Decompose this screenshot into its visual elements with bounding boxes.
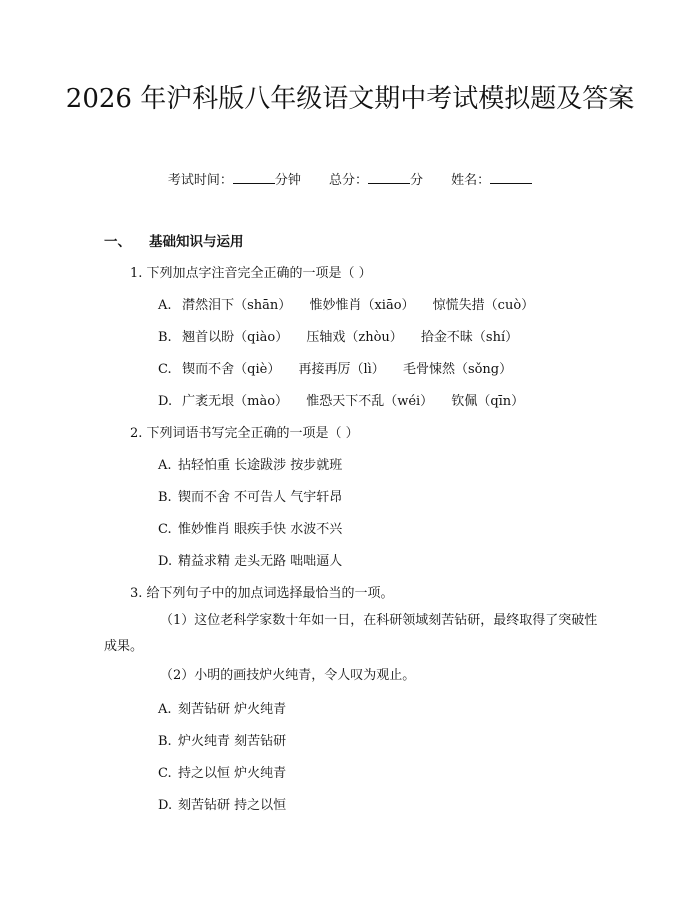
- option-label: B.: [158, 330, 172, 345]
- exam-time-field: [168, 173, 301, 188]
- option-label: D.: [158, 394, 173, 409]
- time-blank: [233, 171, 275, 184]
- name-field: [451, 173, 532, 188]
- option-label: C.: [158, 522, 172, 537]
- option-text: 惟妙惟肖 眼疾手快 水波不兴: [178, 522, 343, 537]
- total-score-field: [329, 173, 423, 188]
- question-2-option-b: [158, 486, 342, 505]
- option-text: 炉火纯青 刻苦钻研: [178, 734, 287, 749]
- option-item: 拾金不昧（shí）: [420, 330, 519, 345]
- option-label: B.: [158, 490, 172, 505]
- option-text: 锲而不舍 不可告人 气宇轩昂: [178, 490, 343, 505]
- question-2-stem: 2. 下列词语书写完全正确的一项是（ ）: [130, 426, 359, 441]
- option-text: 精益求精 走头无路 咄咄逼人: [178, 554, 343, 569]
- question-2-option-d: [158, 550, 342, 569]
- question-3-option-a: [158, 698, 286, 717]
- time-label: 考试时间：: [167, 173, 233, 188]
- question-2-option-a: [158, 454, 342, 473]
- option-label: A.: [158, 298, 172, 313]
- question-3-option-d: [158, 794, 286, 813]
- score-blank: [368, 171, 410, 184]
- question-1-stem: 1. 下列加点字注音完全正确的一项是（ ）: [130, 266, 372, 281]
- question-2-option-c: [158, 518, 342, 537]
- option-label: D.: [158, 554, 173, 569]
- option-item: 再接再厉（lì）: [298, 362, 385, 377]
- option-item: 惟恐天下不乱（wéi）: [306, 394, 434, 409]
- option-item: 潸然泪下（shān）: [182, 298, 292, 313]
- sentence-text: （1）这位老科学家数十年如一日，在科研领域刻苦钻研，最终取得了突破性成果。: [104, 613, 598, 654]
- option-label: B.: [158, 734, 172, 749]
- question-3-option-b: [158, 730, 286, 749]
- section-number: 一、: [104, 234, 131, 250]
- score-unit: 分: [410, 173, 424, 188]
- option-item: 锲而不舍（qiè）: [182, 362, 281, 377]
- option-text: 持之以恒 炉火纯青: [178, 766, 287, 781]
- section-title: 基础知识与运用: [149, 234, 244, 250]
- question-1-option-d: [158, 390, 538, 409]
- option-text: 刻苦钻研 炉火纯青: [178, 702, 287, 717]
- option-item: 惟妙惟肖（xiāo）: [309, 298, 415, 313]
- question-1-option-a: [158, 294, 548, 313]
- time-unit: 分钟: [274, 173, 301, 188]
- option-item: 惊慌失措（cuò）: [432, 298, 535, 313]
- question-1-option-c: [158, 358, 526, 377]
- score-label: 总分：: [328, 173, 368, 188]
- name-blank: [490, 171, 532, 184]
- option-item: 广袤无垠（mào）: [182, 394, 289, 409]
- section-heading: [104, 230, 244, 250]
- option-label: C.: [158, 766, 172, 781]
- question-3-sentence-2: （2）小明的画技炉火纯青，令人叹为观止。: [160, 668, 416, 683]
- exam-info-line: [0, 169, 700, 188]
- option-label: A.: [158, 702, 172, 717]
- option-item: 毛骨悚然（sǒng）: [402, 362, 513, 377]
- question-3-option-c: [158, 762, 286, 781]
- page-title: 2026 年沪科版八年级语文期中考试模拟题及答案: [65, 84, 635, 114]
- option-label: A.: [158, 458, 172, 473]
- option-label: D.: [158, 798, 173, 813]
- option-item: 钦佩（qīn）: [451, 394, 525, 409]
- option-text: 刻苦钻研 持之以恒: [178, 798, 287, 813]
- question-3-stem: 3. 给下列句子中的加点词选择最恰当的一项。: [130, 586, 394, 601]
- option-label: C.: [158, 362, 172, 377]
- option-item: 压轴戏（zhòu）: [306, 330, 403, 345]
- name-label: 姓名：: [451, 173, 491, 188]
- question-1-option-b: [158, 326, 532, 345]
- option-item: 翘首以盼（qiào）: [182, 330, 289, 345]
- question-3-sentence-1: [104, 608, 604, 660]
- option-text: 拈轻怕重 长途跋涉 按步就班: [178, 458, 343, 473]
